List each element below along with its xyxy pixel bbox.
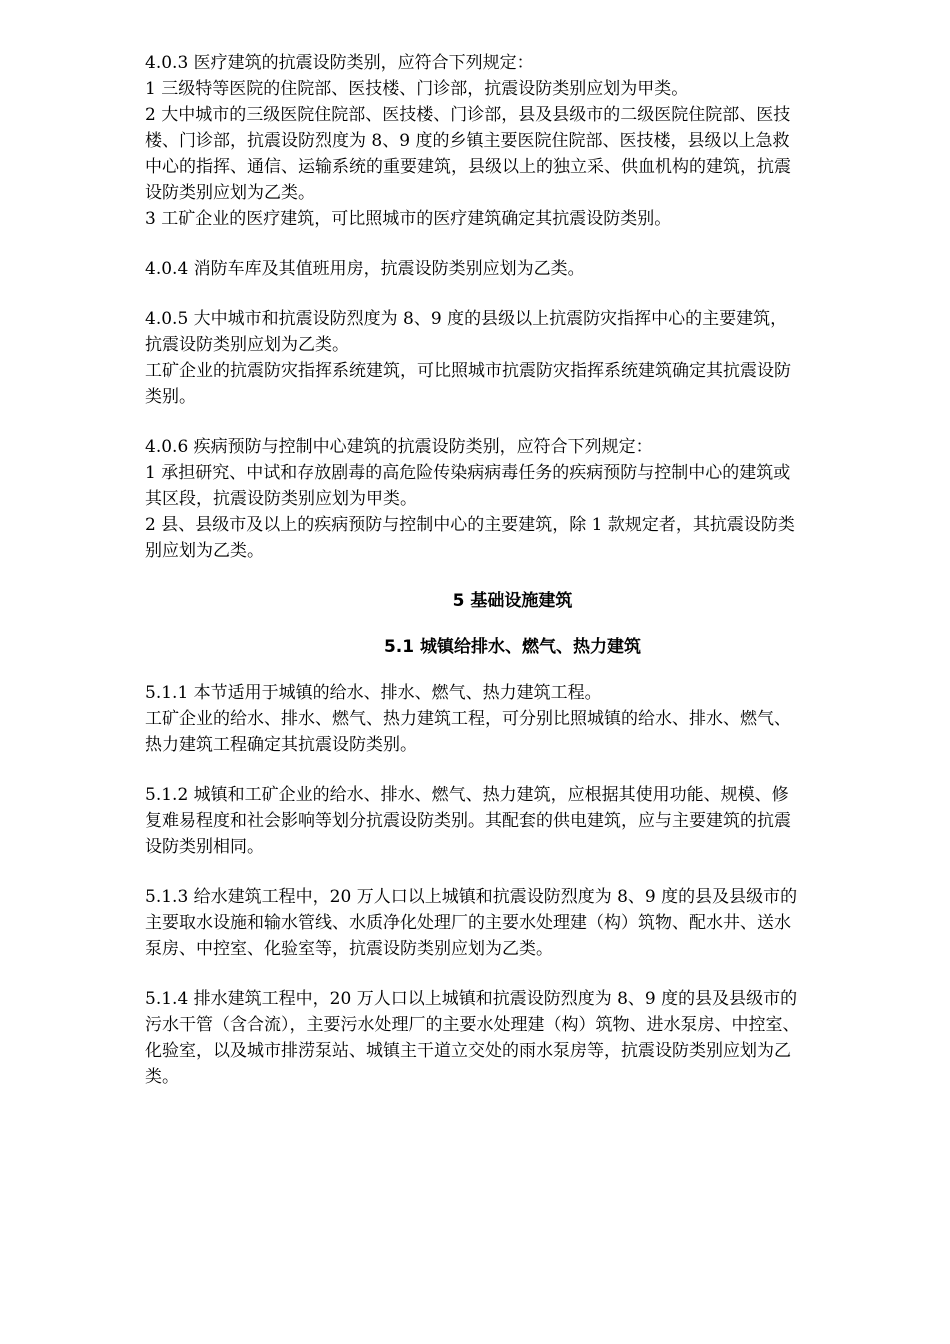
text-line: 类别。 bbox=[145, 387, 196, 407]
text-line: 1 三级特等医院的住院部、医技楼、门诊部，抗震设防类别应划为甲类。 bbox=[145, 79, 689, 99]
text-line: 类。 bbox=[145, 1067, 179, 1087]
heading-gap bbox=[145, 660, 880, 680]
text-line: 工矿企业的抗震防灾指挥系统建筑，可比照城市抗震防灾指挥系统建筑确定其抗震设防 bbox=[145, 361, 791, 381]
clause-5-1-1 bbox=[145, 680, 880, 758]
paragraph-gap bbox=[145, 232, 880, 256]
heading-gap bbox=[145, 564, 880, 588]
text-line: 3 工矿企业的医疗建筑，可比照城市的医疗建筑确定其抗震设防类别。 bbox=[145, 209, 672, 229]
text-line: 工矿企业的给水、排水、燃气、热力建筑工程，可分别比照城镇的给水、排水、燃气、 bbox=[145, 709, 791, 729]
text-line: 化验室，以及城市排涝泵站、城镇主干道立交处的雨水泵房等，抗震设防类别应划为乙 bbox=[145, 1041, 791, 1061]
text-line: 4.0.5 大中城市和抗震设防烈度为 8、9 度的县级以上抗震防灾指挥中心的主要建筑， bbox=[145, 309, 788, 329]
text-line: 主要取水设施和输水管线、水质净化处理厂的主要水处理建（构）筑物、配水井、送水 bbox=[145, 913, 791, 933]
text-line: 楼、门诊部，抗震设防烈度为 8、9 度的乡镇主要医院住院部、医技楼，县级以上急救 bbox=[145, 131, 790, 151]
text-line: 设防类别应划为乙类。 bbox=[145, 183, 315, 203]
clause-5-1-4 bbox=[145, 986, 880, 1090]
clause-5-1-2 bbox=[145, 782, 880, 860]
text-line: 其区段，抗震设防类别应划为甲类。 bbox=[145, 489, 417, 509]
text-line: 5.1.4 排水建筑工程中，20 万人口以上城镇和抗震设防烈度为 8、9 度的县及县级市的 bbox=[145, 989, 798, 1009]
clause-4-0-5 bbox=[145, 306, 880, 410]
clause-5-1-3 bbox=[145, 884, 880, 962]
clause-4-0-6 bbox=[145, 434, 880, 564]
text-line: 5.1.2 城镇和工矿企业的给水、排水、燃气、热力建筑，应根据其使用功能、规模、修 bbox=[145, 785, 789, 805]
text-line: 4.0.6 疾病预防与控制中心建筑的抗震设防类别，应符合下列规定： bbox=[145, 437, 653, 457]
text-line: 1 承担研究、中试和存放剧毒的高危险传染病病毒任务的疾病预防与控制中心的建筑或 bbox=[145, 463, 791, 483]
paragraph-gap bbox=[145, 410, 880, 434]
text-line: 别应划为乙类。 bbox=[145, 541, 264, 561]
text-line: 抗震设防类别应划为乙类。 bbox=[145, 335, 349, 355]
text-line: 5.1.1 本节适用于城镇的给水、排水、燃气、热力建筑工程。 bbox=[145, 683, 602, 703]
heading-gap bbox=[145, 614, 880, 634]
paragraph-gap bbox=[145, 282, 880, 306]
text-line: 复难易程度和社会影响等划分抗震设防类别。其配套的供电建筑，应与主要建筑的抗震 bbox=[145, 811, 791, 831]
text-line: 设防类别相同。 bbox=[145, 837, 264, 857]
clause-4-0-4 bbox=[145, 256, 880, 282]
chapter-heading: 5 基础设施建筑 bbox=[452, 591, 573, 611]
text-line: 2 县、县级市及以上的疾病预防与控制中心的主要建筑，除 1 款规定者，其抗震设防类 bbox=[145, 515, 795, 535]
text-line: 5.1.3 给水建筑工程中，20 万人口以上城镇和抗震设防烈度为 8、9 度的县及县级市的 bbox=[145, 887, 798, 907]
text-line: 中心的指挥、通信、运输系统的重要建筑，县级以上的独立采、供血机构的建筑，抗震 bbox=[145, 157, 791, 177]
text-line: 2 大中城市的三级医院住院部、医技楼、门诊部，县及县级市的二级医院住院部、医技 bbox=[145, 105, 791, 125]
paragraph-gap bbox=[145, 962, 880, 986]
text-line: 热力建筑工程确定其抗震设防类别。 bbox=[145, 735, 417, 755]
paragraph-gap bbox=[145, 758, 880, 782]
section-heading: 5.1 城镇给排水、燃气、热力建筑 bbox=[383, 637, 642, 657]
document-page bbox=[145, 50, 880, 1090]
text-line: 泵房、中控室、化验室等，抗震设防类别应划为乙类。 bbox=[145, 939, 553, 959]
text-line: 污水干管（含合流），主要污水处理厂的主要水处理建（构）筑物、进水泵房、中控室、 bbox=[145, 1015, 800, 1035]
text-line: 4.0.3 医疗建筑的抗震设防类别，应符合下列规定： bbox=[145, 53, 534, 73]
paragraph-gap bbox=[145, 860, 880, 884]
text-line: 4.0.4 消防车库及其值班用房，抗震设防类别应划为乙类。 bbox=[145, 259, 585, 279]
clause-4-0-3 bbox=[145, 50, 880, 232]
